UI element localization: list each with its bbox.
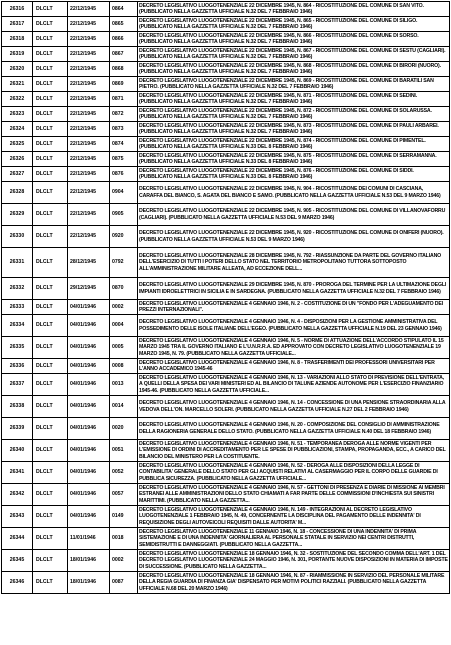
decree-number-cell: 0004 [110, 315, 138, 337]
decree-type-cell: DLCLT [33, 17, 68, 32]
table-row [2, 47, 450, 62]
decree-description-cell: DECRETO LEGISLATIVO LUOGOTENENZIALE 4 GENNAIO 1946, N. 51 - TEMPORANEA DEROGA ALLE NORME VIGENTI PER L'EMISSIONE DI ORDINI DI ACCREDITAMENTO PER LE SPESE DI PUBBLICAZIONI, STAMPA, PROPAGANDA, ECC., A CARICO DEL BILANCIO DEL MINISTERO PER LA COSTITUENTE. [138, 440, 450, 462]
decree-date-cell: 22/12/1945 [68, 17, 110, 32]
decree-description-cell: DECRETO LEGISLATIVO LUOGOTENENZIALE 22 DICEMBRE 1945, N. 904 - RICOSTITUZIONE DEI COMUNI DI CASCIANA, CARAFFA DEL BIANCO, S. AGATA DEL BIANCO E SAMO. (PUBBLICATO NELLA GAZZETTA UFFICIALE N.53 DEL 9 MARZO 1946) [138, 182, 450, 204]
decree-type-cell: DLCLT [33, 300, 68, 315]
decree-date-cell: 18/01/1946 [68, 572, 110, 594]
decree-type-cell: DLCLT [33, 506, 68, 528]
decree-type-cell: DLCLT [33, 137, 68, 152]
record-number-cell: 26319 [2, 47, 33, 62]
decree-type-cell: DLCLT [33, 528, 68, 550]
decree-description-cell: DECRETO LEGISLATIVO LUOGOTENENZIALE 22 DICEMBRE 1945, N. 864 - RICOSTITUZIONE DEL COMUNE DI SAN VITO. (PUBBLICATO NELLA GAZZETTA UFFICIALE N.32 DEL 7 FEBBRAIO 1946) [138, 2, 450, 17]
decree-number-cell: 0008 [110, 359, 138, 374]
decree-date-cell: 04/01/1946 [68, 418, 110, 440]
table-row [2, 226, 450, 248]
decree-type-cell: DLCLT [33, 248, 68, 278]
decree-date-cell: 22/12/1945 [68, 167, 110, 182]
record-number-cell: 26333 [2, 300, 33, 315]
decree-type-cell: DLCLT [33, 278, 68, 300]
decree-date-cell: 22/12/1945 [68, 62, 110, 77]
decree-date-cell: 22/12/1945 [68, 32, 110, 47]
record-number-cell: 26329 [2, 204, 33, 226]
table-row [2, 300, 450, 315]
decree-description-cell: DECRETO LEGISLATIVO LUOGOTENENZIALE 29 DICEMBRE 1945, N. 870 - PROROGA DEL TERMINE PER LA ULTIMAZIONE DEGLI IMPIANTI IDROELETTRICI IN SICILIA E IN SARDEGNA. (PUBBLICATO NELLA GAZZETTA UFFICIALE N.32 DEL 7 FEBBRAIO 1946) [138, 278, 450, 300]
decree-description-cell: DECRETO LEGISLATIVO LUOGOTENENZIALE 22 DICEMBRE 1945, N. 920 - RICOSTITUZIONE DEL COMUNE DI ONIFERI (NUORO). (PUBBLICATO NELLA GAZZETTA UFFICIALE N.53 DEL 9 MARZO 1946) [138, 226, 450, 248]
decree-type-cell: DLCLT [33, 550, 68, 572]
decree-number-cell: 0871 [110, 92, 138, 107]
decree-number-cell: 0013 [110, 374, 138, 396]
record-number-cell: 26339 [2, 418, 33, 440]
decree-number-cell: 0005 [110, 337, 138, 359]
decree-number-cell: 0087 [110, 572, 138, 594]
decree-description-cell: DECRETO LEGISLATIVO LUOGOTENENZIALE 4 GENNAIO 1946, N. 8 - TRASFERIMENTI DEI PROFESSORI UNIVERSITARI PER L'ANNO ACCADEMICO 1945-46 [138, 359, 450, 374]
table-row [2, 122, 450, 137]
decree-type-cell: DLCLT [33, 462, 68, 484]
decree-description-cell: DECRETO LEGISLATIVO LUOGOTENENZIALE 18 GENNAIO 1946, N. 87 - RIAMMISSIONE IN SERVIZIO DEL PERSONALE MILITARE DELLA REGIA GUARDIA DI FINANZA GIA' DISPENSATO PER MOTIVI POLITICI RAZZIALI. (PUBBLICATO NELLA GAZZETTA UFFICIALE N.68 DEL 20 MARZO 1946) [138, 572, 450, 594]
record-number-cell: 26330 [2, 226, 33, 248]
decree-description-cell: DECRETO LEGISLATIVO LUOGOTENENZIALE 22 DICEMBRE 1945, N. 905 - RICOSTITUZIONE DEL COMUNE DI VILLANOVAFORRU (CAGLIARI). (PUBBLICATO NELLA GAZZETTA UFFICIALE N.53 DEL 9 MARZO 1946) [138, 204, 450, 226]
table-row [2, 248, 450, 278]
record-number-cell: 26320 [2, 62, 33, 77]
decree-date-cell: 04/01/1946 [68, 396, 110, 418]
record-number-cell: 26328 [2, 182, 33, 204]
decree-description-cell: DECRETO LEGISLATIVO LUOGOTENENZIALE 4 GENNAIO 1946, N. 52 - DEROGA ALLE DISPOSIZIONI DELLA LEGGE DI CONTABILITA' GENERALE DELLO STATO PER GLI ACQUISTI RELATIVI AL CASERMAGGIO PER IL CORPO DELLE GUARDIE DI PUBBLICA SICUREZZA. (PUBBLICATO NELLA GAZZETTA UFFICIALE... [138, 462, 450, 484]
decree-date-cell: 29/12/1945 [68, 278, 110, 300]
table-row [2, 77, 450, 92]
decree-date-cell: 22/12/1945 [68, 137, 110, 152]
decree-date-cell: 18/01/1946 [68, 550, 110, 572]
table-row [2, 359, 450, 374]
decree-type-cell: DLCLT [33, 47, 68, 62]
decree-number-cell: 0868 [110, 62, 138, 77]
decree-date-cell: 04/01/1946 [68, 337, 110, 359]
decree-number-cell: 0864 [110, 2, 138, 17]
record-number-cell: 26331 [2, 248, 33, 278]
record-number-cell: 26340 [2, 440, 33, 462]
decree-description-cell: DECRETO LEGISLATIVO LUOGOTENENZIALE 22 DICEMBRE 1945, N. 872 - RICOSTITUZIONE DEL COMUNE DI SOLARUSSA. (PUBBLICATO NELLA GAZZETTA UFFICIALE N.32 DEL 7 FEBBRAIO 1946) [138, 107, 450, 122]
table-row [2, 278, 450, 300]
record-number-cell: 26325 [2, 137, 33, 152]
decree-date-cell: 22/12/1945 [68, 107, 110, 122]
record-number-cell: 26326 [2, 152, 33, 167]
decree-table [1, 1, 450, 594]
record-number-cell: 26345 [2, 550, 33, 572]
decree-description-cell: DECRETO LEGISLATIVO LUOGOTENENZIALE 4 GENNAIO 1946, N. 14 - CONCESSIONE DI UNA PENSIONE STRAORDINARIA ALLA VEDOVA DELL'ON. MARCELLO SOLERI. (PUBBLICATO NELLA GAZZETTA UFFICIALE N.27 DEL 2 FEBBRAIO 1946) [138, 396, 450, 418]
table-row [2, 374, 450, 396]
table-row [2, 2, 450, 17]
decree-description-cell: DECRETO LEGISLATIVO LUOGOTENENZIALE 22 DICEMBRE 1945, N. 874 - RICOSTITUZIONE DEL COMUNE DI PIMENTEL. (PUBBLICATO NELLA GAZZETTA UFFICIALE N.33 DEL 8 FEBBRAIO 1946) [138, 137, 450, 152]
decree-description-cell: DECRETO LEGISLATIVO LUOGOTENENZIALE 4 GENNAIO 1946, N. 5 - NORME DI ATTUAZIONE DELL'ACCORDO STIPULATO IL 15 MARZO 1945 TRA IL GOVERNO ITALIANO E L'U.N.R.R.A. ED APPROVATO CON DECRETO LEGISLATIVO LUOGOTENENZIALE 19 MARZO 1945, N. 79. (PUBBLICATO NELLA GAZZETTA UFFICIALE... [138, 337, 450, 359]
record-number-cell: 26321 [2, 77, 33, 92]
decree-number-cell: 0051 [110, 440, 138, 462]
table-row [2, 204, 450, 226]
decree-type-cell: DLCLT [33, 167, 68, 182]
decree-description-cell: DECRETO LEGISLATIVO LUOGOTENENZIALE 4 GENNAIO 1946, N. 149 - INTEGRAZIONI AL DECRETO LEGISLATIVO LUOGOTENENZIALE 1 FEBBRAIO 1945, N. 49, CONCERNENTE LA DISCIPLINA DEL PAGAMENTO DELLE INDENNITA' DI REQUISIZIONE DEGLI AUTOVEICOLI REQUISITI DALLE AUTORITA' M... [138, 506, 450, 528]
decree-description-cell: DECRETO LEGISLATIVO LUOGOTENENZIALE 4 GENNAIO 1946, N. 2 - COSTITUZIONE DI UN "FONDO PER L'ADEGUAMENTO DEI PREZZI INTERNAZIONALI". [138, 300, 450, 315]
table-row [2, 396, 450, 418]
decree-date-cell: 04/01/1946 [68, 300, 110, 315]
decree-type-cell: DLCLT [33, 572, 68, 594]
decree-number-cell: 0875 [110, 152, 138, 167]
table-row [2, 92, 450, 107]
table-row [2, 440, 450, 462]
record-number-cell: 26338 [2, 396, 33, 418]
decree-date-cell: 22/12/1945 [68, 204, 110, 226]
decree-description-cell: DECRETO LEGISLATIVO LUOGOTENENZIALE 18 GENNAIO 1946, N. 32 - SOSTITUZIONE DEL SECONDO COMMA DELL'ART. 1 DEL DECRETO LEGISLATIVO LUOGOTENENZIALE 24 MAGGIO 1946, N. 301, PORTANTE NUOVE DISPOSIZIONI IN MATERIA DI IMPOSTE DI SUCCESSIONE. (PUBBLICATO NELLA GAZZETTA... [139, 551, 448, 570]
table-row [2, 152, 450, 167]
decree-date-cell: 04/01/1946 [68, 462, 110, 484]
decree-type-cell: DLCLT [33, 484, 68, 506]
record-number-cell: 26322 [2, 92, 33, 107]
decree-type-cell: DLCLT [33, 107, 68, 122]
decree-date-cell: 04/01/1946 [68, 506, 110, 528]
record-number-cell: 26334 [2, 315, 33, 337]
decree-type-cell: DLCLT [33, 92, 68, 107]
decree-date-cell: 28/12/1945 [68, 248, 110, 278]
record-number-cell: 26346 [2, 572, 33, 594]
decree-number-cell: 0873 [110, 122, 138, 137]
decree-description-cell: DECRETO LEGISLATIVO LUOGOTENENZIALE 28 DICEMBRE 1945, N. 792 - RIASSUNZIONE DA PARTE DEL GOVERNO ITALIANO DELL'ESERCIZIO DI TUTTI I POTERI DELLO STATO NEL TERRITORIO METROPOLITANO TUTTORA SOTTOPOSTO ALL'AMMINISTRAZIONE MILITARE ALLEATA, AD ECCEZIONE DELL... [138, 248, 450, 278]
decree-number-cell: 0866 [110, 32, 138, 47]
decree-date-cell: 04/01/1946 [68, 484, 110, 506]
decree-description-cell: DECRETO LEGISLATIVO LUOGOTENENZIALE 4 GENNAIO 1946, N. 20 - COMPOSIZIONE DEL CONSIGLIO DI AMMINISTRAZIONE DELLA RAGIONERIA GENERALE DELLO STATO. (PUBBLICATO NELLA GAZZETTA UFFICIALE N.40 DEL 18 FEBBRAIO 1946) [138, 418, 450, 440]
record-number-cell: 26317 [2, 17, 33, 32]
table-row [2, 337, 450, 359]
decree-number-cell: 0865 [110, 17, 138, 32]
table-row [2, 182, 450, 204]
record-number-cell: 26318 [2, 32, 33, 47]
decree-number-cell: 0014 [110, 396, 138, 418]
decree-number-cell: 0052 [110, 462, 138, 484]
decree-date-cell: 22/12/1945 [68, 152, 110, 167]
decree-date-cell: 22/12/1945 [68, 77, 110, 92]
decree-type-cell: DLCLT [33, 315, 68, 337]
decree-description-cell: DECRETO LEGISLATIVO LUOGOTENENZIALE 22 DICEMBRE 1945, N. 876 - RICOSTITUZIONE DEL COMUNE DI SIDDI. (PUBBLICATO NELLA GAZZETTA UFFICIALE N.33 DEL 8 FEBBRAIO 1946) [138, 167, 450, 182]
decree-date-cell: 22/12/1945 [68, 226, 110, 248]
table-row [2, 17, 450, 32]
table-row [2, 484, 450, 506]
record-number-cell: 26332 [2, 278, 33, 300]
decree-type-cell: DLCLT [33, 396, 68, 418]
record-number-cell: 26343 [2, 506, 33, 528]
decree-date-cell: 04/01/1946 [68, 374, 110, 396]
decree-type-cell: DLCLT [33, 359, 68, 374]
table-row [2, 62, 450, 77]
decree-date-cell: 04/01/1946 [68, 440, 110, 462]
decree-type-cell: DLCLT [33, 32, 68, 47]
decree-date-cell: 22/12/1945 [68, 122, 110, 137]
table-row [2, 418, 450, 440]
decree-date-cell: 22/12/1945 [68, 182, 110, 204]
decree-description-cell: DECRETO LEGISLATIVO LUOGOTENENZIALE 22 DICEMBRE 1945, N. 866 - RICOSTITUZIONE DEL COMUNE DI SORSO. (PUBBLICATO NELLA GAZZETTA UFFICIALE N.32 DEL 7 FEBBRAIO 1946) [138, 32, 450, 47]
decree-type-cell: DLCLT [33, 2, 68, 17]
decree-number-cell: 0057 [110, 484, 138, 506]
decree-number-cell: 0920 [110, 226, 138, 248]
decree-type-cell: DLCLT [33, 226, 68, 248]
decree-type-cell: DLCLT [33, 77, 68, 92]
decree-type-cell: DLCLT [33, 418, 68, 440]
decree-number-cell: 0002 [110, 300, 138, 315]
decree-description-cell: DECRETO LEGISLATIVO LUOGOTENENZIALE 22 DICEMBRE 1945, N. 868 - RICOSTITUZIONE DEL COMUNE DI BIRORI (NUORO). (PUBBLICATO NELLA GAZZETTA UFFICIALE N.32 DEL 7 FEBBRAIO 1946) [138, 62, 450, 77]
decree-type-cell: DLCLT [33, 122, 68, 137]
table-row [2, 462, 450, 484]
decree-description-cell: DECRETO LEGISLATIVO LUOGOTENENZIALE 22 DICEMBRE 1945, N. 873 - RICOSTITUZIONE DEL COMUNE DI PAULI ARBAREI. (PUBBLICATO NELLA GAZZETTA UFFICIALE N.32 DEL 7 FEBBRAIO 1946) [138, 122, 450, 137]
decree-number-cell: 0020 [110, 418, 138, 440]
decree-date-cell: 22/12/1945 [68, 47, 110, 62]
decree-type-cell: DLCLT [33, 374, 68, 396]
table-row [2, 550, 450, 572]
decree-number-cell: 0018 [110, 528, 138, 550]
decree-date-cell: 04/01/1946 [68, 359, 110, 374]
decree-number-cell: 0905 [110, 204, 138, 226]
table-row [2, 506, 450, 528]
table-row [2, 167, 450, 182]
decree-number-cell: 0149 [110, 506, 138, 528]
decree-type-cell: DLCLT [33, 182, 68, 204]
decree-type-cell: DLCLT [33, 204, 68, 226]
table-row [2, 572, 450, 594]
table-row [2, 315, 450, 337]
decree-type-cell: DLCLT [33, 152, 68, 167]
record-number-cell: 26337 [2, 374, 33, 396]
record-number-cell: 26344 [2, 528, 33, 550]
decree-type-cell: DLCLT [33, 62, 68, 77]
record-number-cell: 26316 [2, 2, 33, 17]
record-number-cell: 26342 [2, 484, 33, 506]
decree-date-cell: 22/12/1945 [68, 92, 110, 107]
decree-description-cell: DECRETO LEGISLATIVO LUOGOTENENZIALE 22 DICEMBRE 1945, N. 875 - RICOSTITUZIONE DEL COMUNE DI SERRAMANNA. (PUBBLICATO NELLA GAZZETTA UFFICIALE N.33 DEL 8 FEBBRAIO 1946) [138, 152, 450, 167]
decree-number-cell: 0869 [110, 77, 138, 92]
decree-description-cell: DECRETO LEGISLATIVO LUOGOTENENZIALE 22 DICEMBRE 1945, N. 869 - RICOSTITUZIONE DEL COMUNE DI BARATILI SAN PIETRO. (PUBBLICATO NELLA GAZZETTA UFFICIALE N.32 DEL 7 FEBBRAIO 1946) [138, 77, 450, 92]
decree-date-cell: 11/01/1946 [68, 528, 110, 550]
decree-number-cell: 0872 [110, 107, 138, 122]
decree-description-cell: DECRETO LEGISLATIVO LUOGOTENENZIALE 4 GENNAIO 1946, N. 13 - VARIAZIONI ALLO STATO DI PREVISIONE DELL'ENTRATA, A QUELLI DELLA SPESA DEI VARI MINISTERI ED AL BILANCIO DI TALUNE AZIENDE AUTONOME PER L'ESERCIZIO FINANZIARIO 1945-46. (PUBBLICATO NELLA GAZZETTA UFFICIALE... [138, 374, 450, 396]
decree-date-cell: 04/01/1946 [68, 315, 110, 337]
record-number-cell: 26341 [2, 462, 33, 484]
decree-number-cell: 0874 [110, 137, 138, 152]
decree-number-cell: 0904 [110, 182, 138, 204]
decree-description-cell: DECRETO LEGISLATIVO LUOGOTENENZIALE 22 DICEMBRE 1945, N. 867 - RICOSTITUZIONE DEL COMUNE DI SESTU (CAGLIARI). (PUBBLICATO NELLA GAZZETTA UFFICIALE N.32 DEL 7 FEBBRAIO 1946) [138, 47, 450, 62]
record-number-cell: 26336 [2, 359, 33, 374]
decree-description-cell: DECRETO LEGISLATIVO LUOGOTENENZIALE 11 GENNAIO 1946, N. 18 - CONCESSIONE DI UNA INDENNITA' DI PRIMA SISTEMAZIONE E DI UNA INDENNITA' GIORNALIERA AL PERSONALE STATALE IN SERVIZIO NEI CENTRI DISTRUTTI, SEMIDISTRUTTI E DANNEGGIATI. (PUBBLICATO NELLA GAZZETTA... [138, 528, 450, 550]
decree-description-cell: DECRETO LEGISLATIVO LUOGOTENENZIALE 4 GENNAIO 1946, N. 57 - GETTONI DI PRESENZA E DIARIE DI MISSIONE AI MEMBRI ESTRANEI ALLE AMMINISTRAZIONI DELLO STATO CHIAMATI A FAR PARTE DELLE COMMISSIONI D'INCHIESTA SUI SINISTRI MARITTIMI. (PUBBLICATO NELLA GAZZETTA... [138, 484, 450, 506]
table-row [2, 528, 450, 550]
decree-description-cell: DECRETO LEGISLATIVO LUOGOTENENZIALE 22 DICEMBRE 1945, N. 865 - RICOSTITUZIONE DEL COMUNE DI SILIGO. (PUBBLICATO NELLA GAZZETTA UFFICIALE N.32 DEL 7 FEBBRAIO 1946) [138, 17, 450, 32]
decree-date-cell: 22/12/1945 [68, 2, 110, 17]
decree-type-cell: DLCLT [33, 337, 68, 359]
table-row [2, 107, 450, 122]
record-number-cell: 26323 [2, 107, 33, 122]
record-number-cell: 26335 [2, 337, 33, 359]
record-number-cell: 26327 [2, 167, 33, 182]
decree-number-cell: 0870 [110, 278, 138, 300]
decree-number-cell: 0867 [110, 47, 138, 62]
decree-description-cell: DECRETO LEGISLATIVO LUOGOTENENZIALE 22 DICEMBRE 1945, N. 871 - RICOSTITUZIONE DEL COMUNE DI SEDINI. (PUBBLICATO NELLA GAZZETTA UFFICIALE N.32 DEL 7 FEBBRAIO 1946) [138, 92, 450, 107]
decree-number-cell: 0876 [110, 167, 138, 182]
decree-number-cell: 0792 [110, 248, 138, 278]
table-row [2, 32, 450, 47]
decree-type-cell: DLCLT [33, 440, 68, 462]
document-page [1, 1, 450, 644]
decree-description-cell: DECRETO LEGISLATIVO LUOGOTENENZIALE 4 GENNAIO 1946, N. 4 - DISPOSIZIONI PER LA GESTIONE AMMINISTRATIVA DEL POSSEDIMENTO DELLE ISOLE ITALIANE DELL'EGEO. (PUBBLICATO NELLA GAZZETTA UFFICIALE N.19 DEL 23 GENNAIO 1946) [138, 315, 450, 337]
table-row [2, 137, 450, 152]
decree-table-body [2, 2, 450, 594]
record-number-cell: 26324 [2, 122, 33, 137]
decree-number-cell: 0002 [110, 550, 138, 572]
